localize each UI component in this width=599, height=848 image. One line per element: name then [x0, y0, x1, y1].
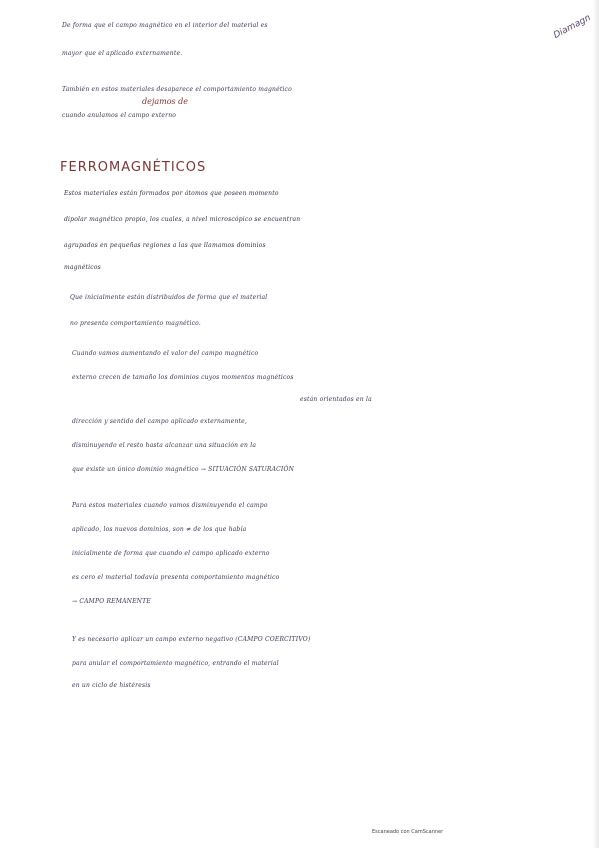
p5-line-6: que existe un único dominio magnético → SITUACIÓN SATURACIÓN — [72, 466, 295, 473]
scanner-watermark: Escaneado con CamScanner — [372, 829, 444, 835]
p4-line-2: no presenta comportamiento magnético. — [70, 320, 201, 327]
p5-line-5: disminuyendo el resto hasta alcanzar una situación en la — [72, 442, 257, 449]
p7-line-2: para anular el comportamiento magnético, entrando el material — [72, 660, 279, 667]
inline-correction: dejamos de — [142, 97, 189, 106]
p7-line-3: en un ciclo de histéresis — [72, 682, 151, 689]
p1-line-2: mayor que el aplicado externamente. — [62, 50, 183, 57]
section-heading: FERROMAGNÉTICOS — [60, 160, 207, 175]
p1-line-1: De forma que el campo magnético en el interior del material es — [62, 22, 268, 29]
p6-line-2: aplicado, los nuevos dominios, son ≠ de los que había — [72, 526, 247, 533]
p6-line-3: inicialmente de forma que cuando el campo aplicado externo — [72, 550, 270, 557]
p2-line-1: También en estos materiales desaparece el comportamiento magnético — [62, 86, 292, 93]
corner-note: Diamagn — [552, 13, 593, 41]
p7-line-1: Y es necesario aplicar un campo externo negativo (CAMPO COERCITIVO) — [72, 636, 311, 643]
p6-line-5: → CAMPO REMANENTE — [72, 598, 151, 605]
p6-line-1: Para estos materiales cuando vamos disminuyendo el campo — [72, 502, 268, 509]
p6-line-4: es cero el material todavía presenta comportamiento magnético — [72, 574, 280, 581]
p2-line-2: cuando anulamos el campo externo — [62, 112, 177, 119]
p5-line-4: dirección y sentido del campo aplicado externamente, — [72, 418, 248, 425]
p5-line-2: externo crecen de tamaño los dominios cuyos momentos magnéticos — [72, 374, 294, 381]
p3-line-2: dipolar magnético propio, los cuales, a nivel microscópico se encuentran — [64, 216, 301, 223]
p5-line-1: Cuando vamos aumentando el valor del campo magnético — [72, 350, 259, 357]
p3-line-4: magnéticos — [64, 264, 101, 271]
p3-line-3: agrupados en pequeñas regiones a las que llamamos dominios — [64, 242, 266, 249]
p4-line-1: Que inicialmente están distribuidos de forma que el material — [70, 294, 268, 301]
p3-line-1: Estos materiales están formados por átomos que poseen momento — [64, 190, 279, 197]
p5-line-3: están orientados en la — [300, 396, 372, 403]
